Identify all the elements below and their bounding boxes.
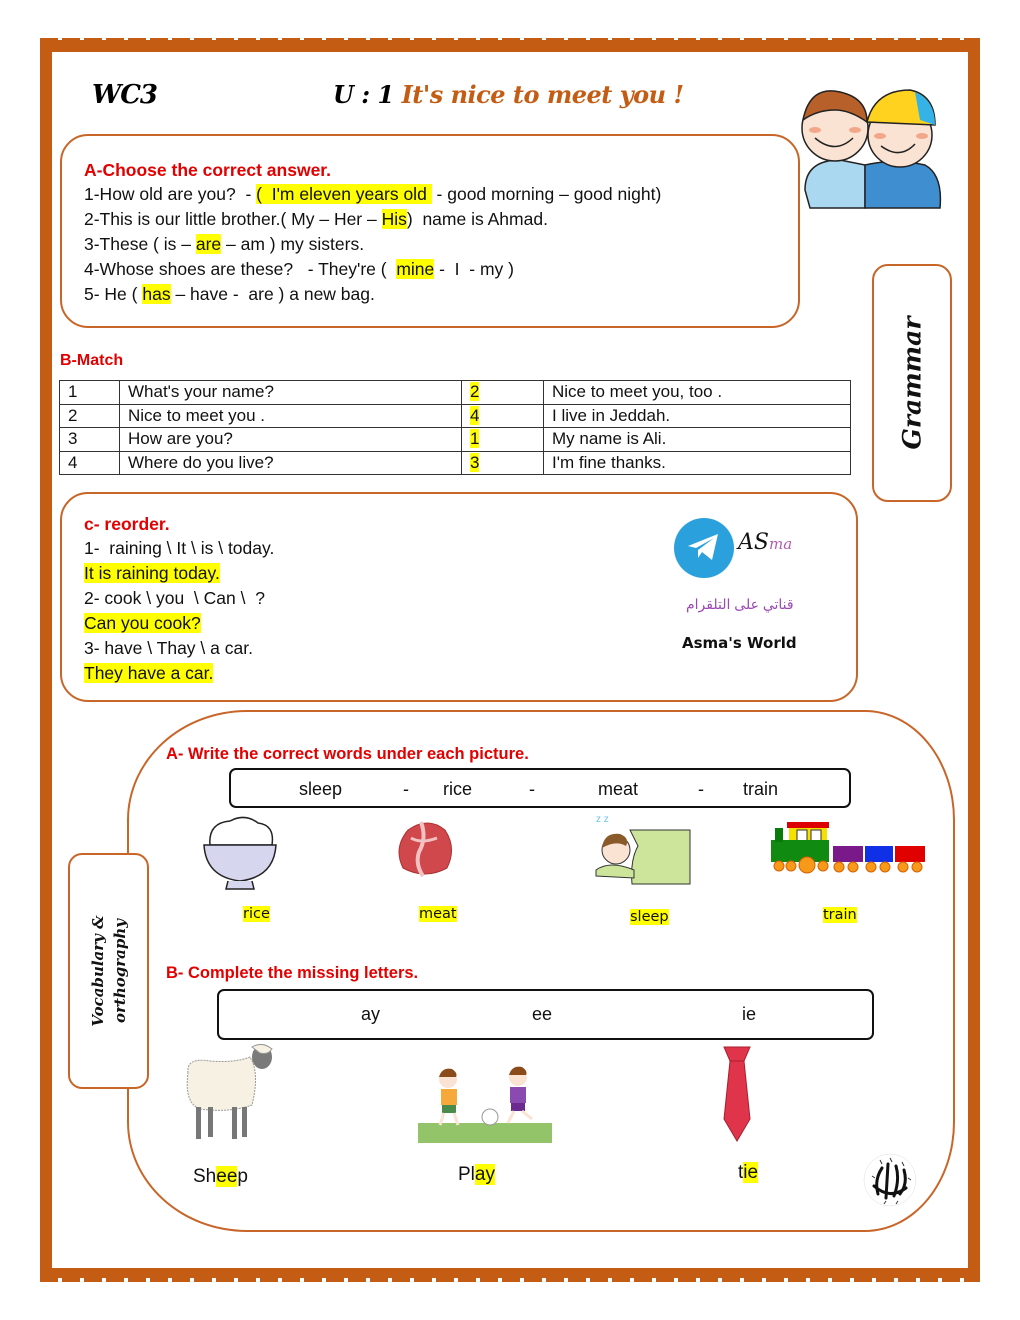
word-bank-item: train [743, 779, 779, 799]
word-bank-item: sleep [299, 779, 343, 799]
unit-title [333, 80, 684, 109]
kids-playing-icon [418, 1065, 552, 1143]
word-bank [229, 768, 851, 808]
letter-bank-item: ee [532, 1004, 553, 1024]
letter-bank [217, 989, 874, 1040]
missing-letters[interactable]: ie [743, 1162, 759, 1183]
table-row [60, 451, 851, 475]
answer-highlight[interactable]: mine [396, 259, 435, 279]
answer-highlight[interactable]: has [142, 284, 171, 304]
channel-name: Asma's World [682, 634, 797, 652]
sleeping-boy-icon [590, 810, 694, 886]
answer-highlight[interactable]: ( I'm eleven years old [256, 184, 432, 204]
vocab-a-title: A- Write the correct words under each picture. [166, 745, 529, 763]
word-part: p [237, 1166, 248, 1187]
response-cell: Nice to meet you, too . [544, 381, 851, 405]
reorder-prompt: 1- raining \ It \ is \ today. [84, 538, 275, 558]
meat-icon [393, 818, 455, 880]
word-bank-item: rice [443, 779, 473, 799]
picture-answer-meat[interactable]: meat [419, 906, 457, 922]
table-row [60, 404, 851, 428]
row-number: 2 [60, 404, 120, 428]
picture-answer-rice[interactable]: rice [243, 906, 270, 922]
question-cell: How are you? [120, 428, 462, 452]
row-number: 3 [60, 428, 120, 452]
question-text: - I - my ) [434, 259, 514, 279]
answer-number-cell[interactable] [462, 381, 544, 405]
word-part: Pl [458, 1164, 475, 1185]
reorder-prompt: 2- cook \ you \ Can \ ? [84, 588, 265, 608]
question-text: ) name is Ahmad. [406, 209, 548, 229]
train-icon [767, 810, 929, 876]
word-part: Sh [193, 1166, 217, 1187]
word-bank-separator: - [403, 779, 409, 799]
response-cell: My name is Ali. [544, 428, 851, 452]
answer-number-cell[interactable] [462, 451, 544, 475]
question-2 [84, 207, 798, 232]
response-cell: I live in Jeddah. [544, 404, 851, 428]
letter-bank-item: ay [361, 1004, 381, 1024]
unit-prefix: U : 1 [333, 80, 402, 109]
reorder-prompt: 3- have \ Thay \ a car. [84, 638, 253, 658]
word-bank-item: meat [598, 779, 639, 799]
logo-ma: ma [768, 535, 793, 553]
question-text: 4-Whose shoes are these? - They're ( [84, 259, 397, 279]
table-row [60, 428, 851, 452]
question-4 [84, 257, 798, 282]
frame-edge-bottom [40, 1278, 980, 1282]
worksheet-code: WC3 [92, 80, 157, 110]
grammar-label: Grammar [897, 316, 927, 450]
reorder-answer[interactable]: It is raining today. [84, 563, 220, 583]
match-table [59, 380, 851, 475]
word-part: t [738, 1162, 744, 1183]
vocabulary-side-tab [68, 853, 149, 1089]
table-row [60, 381, 851, 405]
missing-letters[interactable]: ee [216, 1166, 238, 1187]
asma-logo [738, 530, 792, 555]
letter-bank-item: ie [742, 1004, 757, 1024]
answer-number: 2 [470, 382, 480, 402]
tie-icon [720, 1045, 754, 1143]
question-cell: Where do you live? [120, 451, 462, 475]
telegram-icon[interactable] [674, 518, 734, 578]
vocab-label-line2: orthography [110, 919, 129, 1023]
question-text: - good morning – good night) [431, 184, 662, 204]
answer-number-cell[interactable] [462, 428, 544, 452]
response-cell: I'm fine thanks. [544, 451, 851, 475]
two-boys-icon [795, 80, 945, 210]
word-tie [738, 1162, 758, 1184]
question-text: 2-This is our little brother.( My – Her – [84, 209, 382, 229]
section-b-title: B-Match [60, 352, 124, 369]
question-text: 1-How old are you? - [84, 184, 257, 204]
reorder-answer[interactable]: Can you cook? [84, 613, 201, 633]
section-choose-answer [60, 134, 800, 328]
logo-as: AS [738, 530, 769, 555]
question-1 [84, 182, 798, 207]
vocab-b-title: B- Complete the missing letters. [166, 964, 419, 982]
section-c-title: c- reorder. [84, 514, 170, 534]
picture-answer-sleep[interactable]: sleep [630, 909, 669, 925]
question-cell: Nice to meet you . [120, 404, 462, 428]
question-text: 5- He ( [84, 284, 143, 304]
word-play [458, 1164, 495, 1186]
answer-number: 4 [470, 405, 480, 425]
question-cell: What's your name? [120, 381, 462, 405]
vocab-label-line1: Vocabulary & [88, 915, 107, 1027]
paper-plane-icon [686, 532, 720, 562]
answer-number: 3 [470, 452, 480, 472]
section-a-title: A-Choose the correct answer. [84, 160, 332, 180]
question-3 [84, 232, 798, 257]
answer-number: 1 [470, 429, 480, 449]
question-text: – am ) my sisters. [221, 234, 365, 254]
missing-letters[interactable]: ay [474, 1164, 495, 1185]
unit-title-text: It's nice to meet you ! [401, 80, 684, 109]
reorder-answer[interactable]: They have a car. [84, 663, 214, 683]
word-bank-separator: - [698, 779, 704, 799]
word-sheep [193, 1166, 248, 1188]
sheep-icon [180, 1043, 280, 1143]
question-text: – have - are ) a new bag. [170, 284, 375, 304]
picture-answer-train[interactable]: train [823, 907, 857, 923]
answer-highlight[interactable]: His [381, 209, 407, 229]
question-text: 3-These ( is – [84, 234, 196, 254]
word-bank-separator: - [529, 779, 535, 799]
answer-number-cell[interactable] [462, 404, 544, 428]
row-number: 4 [60, 451, 120, 475]
rice-bowl-icon [200, 815, 280, 891]
calligraphy-emblem-icon [860, 1150, 920, 1210]
grammar-side-tab [872, 264, 952, 502]
svg-text:z z: z z [596, 814, 609, 825]
answer-highlight[interactable]: are [195, 234, 222, 254]
vocabulary-label [87, 915, 131, 1026]
telegram-channel-text[interactable]: قناتي على التلقرام [686, 596, 794, 612]
question-5 [84, 282, 798, 307]
row-number: 1 [60, 381, 120, 405]
